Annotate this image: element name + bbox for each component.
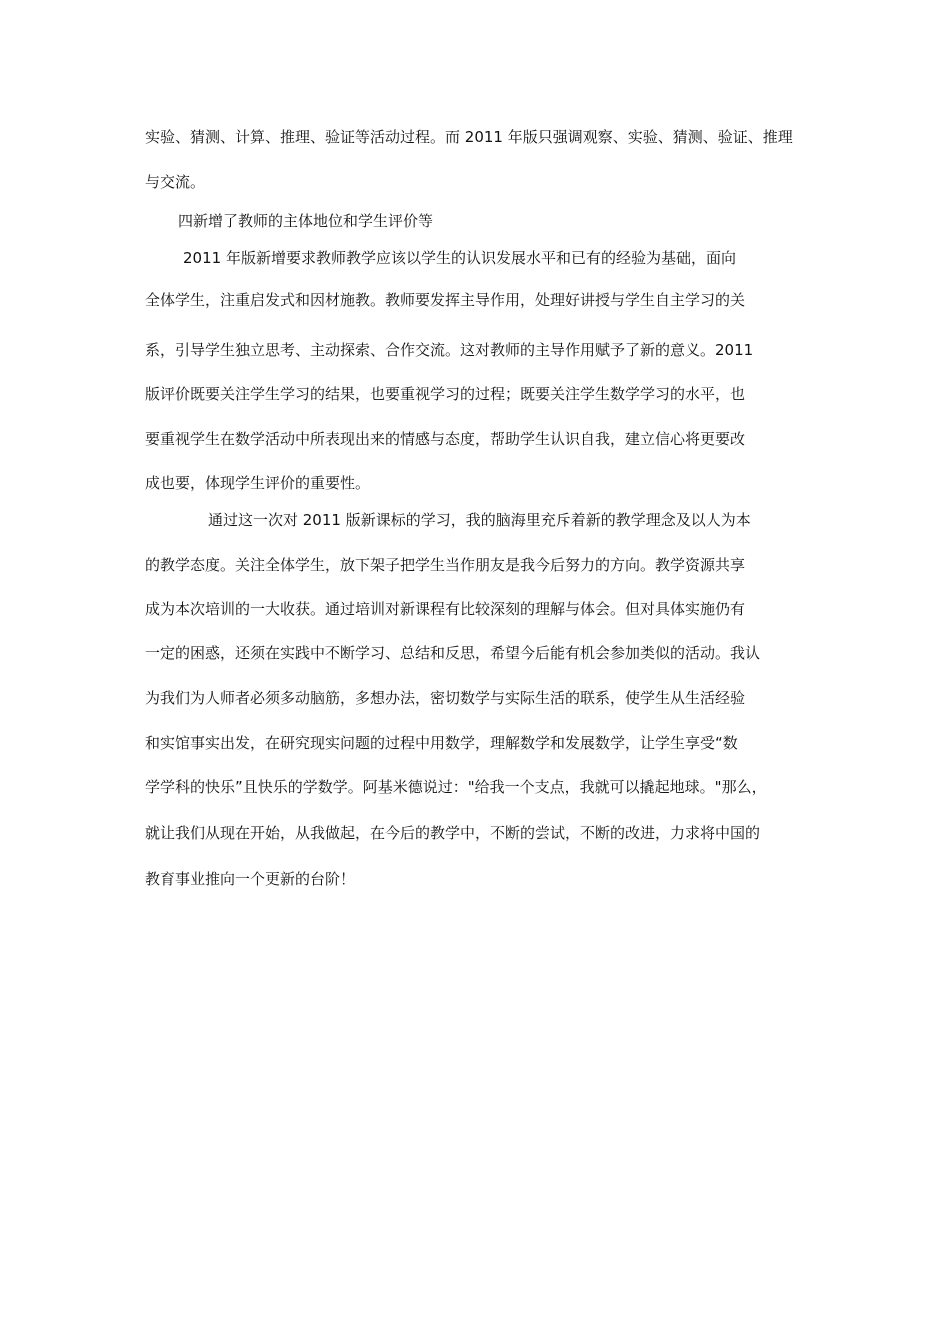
- text-line: 通过这一次对 2011 版新课标的学习，我的脑海里充斥着新的教学理念及以人为本: [208, 511, 751, 529]
- text-line: 系，引导学生独立思考、主动探索、合作交流。这对教师的主导作用赋予了新的意义。2011: [145, 341, 754, 359]
- text-line: 就让我们从现在开始，从我做起，在今后的教学中，不断的尝试，不断的改进，力求将中国的: [145, 824, 761, 842]
- text-line: 实验、猜测、计算、推理、验证等活动过程。而 2011 年版只强调观察、实验、猜测、验证、推理: [145, 128, 793, 146]
- text-line: 要重视学生在数学活动中所表现出来的情感与态度，帮助学生认识自我，建立信心将更要改: [145, 430, 746, 448]
- text-line: 学学科的快乐”且快乐的学数学。阿基米德说过："给我一个支点，我就可以撬起地球。"那么，: [145, 778, 767, 796]
- text-line: 全体学生，注重启发式和因材施教。教师要发挥主导作用，处理好讲授与学生自主学习的关: [145, 291, 746, 309]
- text-line: 2011 年版新增要求教师教学应该以学生的认识发展水平和已有的经验为基础，面向: [183, 249, 736, 267]
- text-line: 与交流。: [145, 173, 206, 191]
- text-line: 一定的困惑，还须在实践中不断学习、总结和反思，希望今后能有机会参加类似的活动。我认: [145, 644, 761, 662]
- text-line: 成也要，体现学生评价的重要性。: [145, 474, 371, 492]
- section-heading: 四新增了教师的主体地位和学生评价等: [178, 212, 434, 230]
- text-line: 为我们为人师者必须多动脑筋，多想办法，密切数学与实际生活的联系，使学生从生活经验: [145, 689, 746, 707]
- text-line: 教育事业推向一个更新的台阶！: [145, 870, 356, 888]
- text-line: 版评价既要关注学生学习的结果，也要重视学习的过程；既要关注学生数学学习的水平，也: [145, 385, 746, 403]
- text-line: 成为本次培训的一大收获。通过培训对新课程有比较深刻的理解与体会。但对具体实施仍有: [145, 600, 746, 618]
- text-line: 的教学态度。关注全体学生，放下架子把学生当作朋友是我今后努力的方向。教学资源共享: [145, 556, 746, 574]
- text-line: 和实馆事实出发，在研究现实问题的过程中用数学，理解数学和发展数学，让学生享受“数: [145, 734, 738, 752]
